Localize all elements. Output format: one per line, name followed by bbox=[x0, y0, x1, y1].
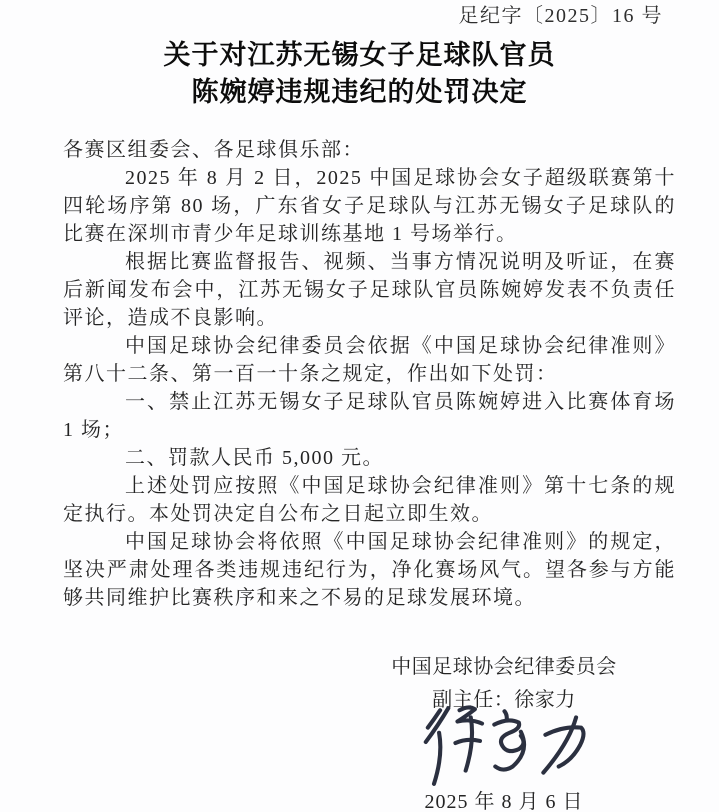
document-title-line-1: 关于对江苏无锡女子足球队官员 bbox=[163, 40, 556, 70]
paragraph-violation-facts: 根据比赛监督报告、视频、当事方情况说明及听证，在赛后新闻发布会中，江苏无锡女子足球队官员陈婉婷发表不负责任评论，造成不良影响。 bbox=[63, 251, 676, 329]
document-date: 2025 年 8 月 6 日 bbox=[424, 791, 584, 812]
paragraph-execution-clause: 上述处罚应按照《中国足球协会纪律准则》第十七条的规定执行。本处罚决定自公布之日起立即生效。 bbox=[63, 475, 676, 525]
document-title-line-2: 陈婉婷违规违纪的处罚决定 bbox=[191, 77, 528, 107]
handwritten-signature bbox=[414, 698, 594, 790]
signature-block bbox=[388, 648, 620, 812]
signer-title-and-name: 副主任：徐家力 bbox=[432, 689, 576, 711]
paragraph-penalty-item-2: 二、罚款人民币 5,000 元。 bbox=[125, 447, 384, 469]
document-title bbox=[0, 37, 719, 111]
salutation-line: 各赛区组委会、各足球俱乐部： bbox=[63, 139, 364, 161]
issuing-committee-name: 中国足球协会纪律委员会 bbox=[391, 656, 617, 678]
paragraph-legal-basis: 中国足球协会纪律委员会依据《中国足球协会纪律准则》第八十二条、第一百一十条之规定，作出如下处罚： bbox=[63, 335, 676, 385]
document-reference-number: 足纪字〔2025〕16 号 bbox=[458, 5, 663, 27]
paragraph-match-info: 2025 年 8 月 2 日，2025 中国足球协会女子超级联赛第十四轮场序第 80 场，广东省女子足球队与江苏无锡女子足球队的比赛在深圳市青少年足球训练基地 1 号场举行。 bbox=[63, 167, 676, 245]
paragraph-closing-statement: 中国足球协会将依照《中国足球协会纪律准则》的规定，坚决严肃处理各类违规违纪行为，净化赛场风气。望各参与方能够共同维护比赛秩序和来之不易的足球发展环境。 bbox=[63, 531, 676, 609]
paragraph-penalty-item-1: 一、禁止江苏无锡女子足球队官员陈婉婷进入比赛体育场 1 场； bbox=[63, 391, 676, 441]
document-body bbox=[63, 136, 676, 612]
